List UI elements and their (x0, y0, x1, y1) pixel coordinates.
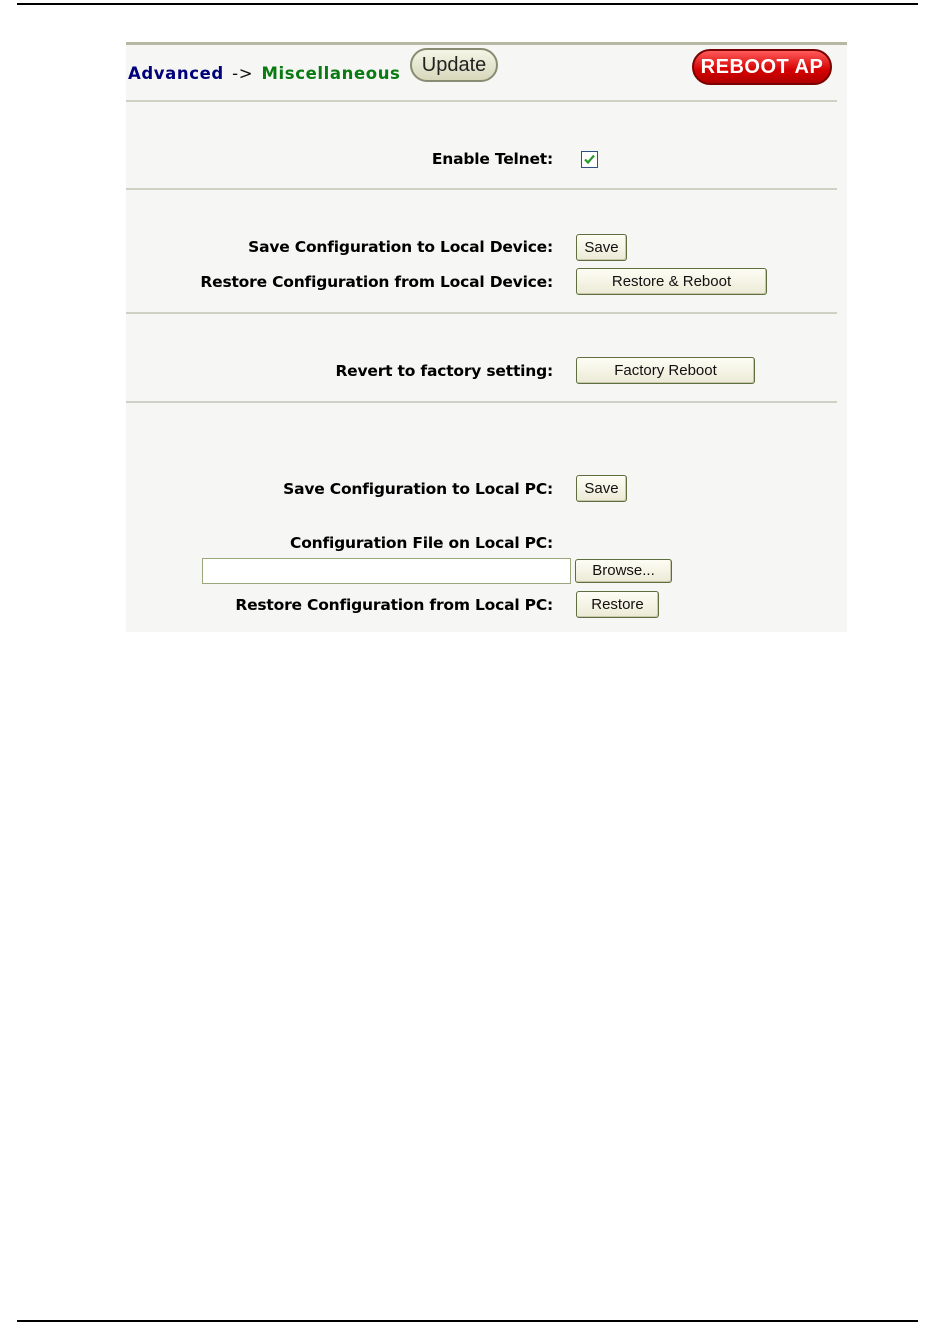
restore-from-pc-label: Restore Configuration from Local PC: (235, 596, 553, 614)
enable-telnet-label: Enable Telnet: (431, 150, 553, 168)
settings-panel (126, 42, 847, 632)
enable-telnet-checkbox[interactable] (581, 151, 598, 168)
browse-button[interactable]: Browse... (575, 559, 672, 583)
panel-top-border (126, 42, 847, 45)
breadcrumb-page: Miscellaneous (261, 64, 401, 83)
divider (126, 312, 837, 314)
save-to-device-button[interactable]: Save (576, 234, 627, 261)
factory-reboot-button[interactable]: Factory Reboot (576, 357, 755, 384)
divider (126, 401, 837, 403)
document-bottom-rule (17, 1320, 918, 1322)
update-button[interactable]: Update (410, 48, 498, 82)
config-file-input[interactable] (202, 558, 571, 584)
save-to-pc-button[interactable]: Save (576, 475, 627, 502)
reboot-ap-button[interactable]: REBOOT AP (692, 49, 832, 85)
factory-setting-label: Revert to factory setting: (335, 362, 553, 380)
save-to-device-label: Save Configuration to Local Device: (248, 238, 553, 256)
divider (126, 100, 837, 102)
save-to-pc-label: Save Configuration to Local PC: (283, 480, 553, 498)
document-top-rule (17, 3, 918, 5)
divider (126, 188, 837, 190)
checkmark-icon (583, 153, 596, 166)
breadcrumb (128, 64, 400, 83)
breadcrumb-separator: -> (232, 64, 254, 83)
restore-from-device-label: Restore Configuration from Local Device: (200, 273, 553, 291)
restore-from-pc-button[interactable]: Restore (576, 591, 659, 618)
restore-reboot-button[interactable]: Restore & Reboot (576, 268, 767, 295)
config-file-label: Configuration File on Local PC: (290, 534, 553, 552)
breadcrumb-section[interactable]: Advanced (128, 64, 224, 83)
